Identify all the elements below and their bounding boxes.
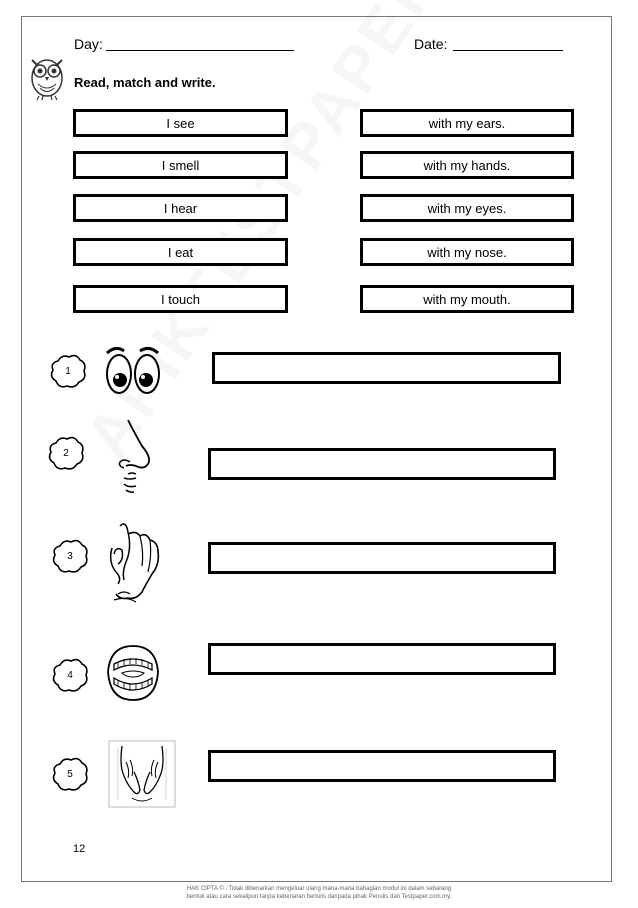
right-word-box[interactable]: with my ears.: [360, 109, 574, 137]
day-field[interactable]: [106, 50, 294, 51]
right-word-box[interactable]: with my hands.: [360, 151, 574, 179]
question-number-badge: [46, 433, 86, 473]
right-word-box[interactable]: with my eyes.: [360, 194, 574, 222]
footer-line-1: HAK CIPTA © : Tidak dibenarkan mengeluar ulang mana-mana bahagian modul ini dalam sebarang: [186, 886, 452, 892]
left-word-box[interactable]: I touch: [73, 285, 288, 313]
left-word-box[interactable]: I hear: [73, 194, 288, 222]
copyright-footer: [0, 885, 638, 901]
page-number: 12: [73, 843, 86, 855]
date-field[interactable]: [453, 50, 563, 51]
question-number: 5: [67, 768, 73, 780]
instruction-heading: Read, match and write.: [74, 75, 216, 90]
ear-icon: [106, 518, 164, 604]
date-label: Date:: [414, 36, 448, 52]
left-word-box[interactable]: I smell: [73, 151, 288, 179]
question-number-badge: [50, 754, 90, 794]
left-word-box[interactable]: I see: [73, 109, 288, 137]
right-word-box[interactable]: with my mouth.: [360, 285, 574, 313]
hands-icon: [108, 740, 176, 808]
question-number: 1: [65, 365, 71, 377]
answer-box-1[interactable]: [212, 352, 561, 384]
answer-box-5[interactable]: [208, 750, 556, 782]
eyes-icon: [102, 345, 164, 397]
question-number: 2: [63, 447, 69, 459]
answer-box-3[interactable]: [208, 542, 556, 574]
footer-line-2: bentuk atau cara sekalipun tanpa kebenaran bertulis daripada pihak Penulis dan Testpaper.com.my.: [186, 894, 452, 900]
question-number-badge: [48, 351, 88, 391]
question-number-badge: [50, 655, 90, 695]
left-word-box[interactable]: I eat: [73, 238, 288, 266]
owl-logo: [24, 50, 70, 102]
question-number-badge: [50, 536, 90, 576]
mouth-icon: [104, 642, 162, 704]
answer-box-4[interactable]: [208, 643, 556, 675]
question-number: 3: [67, 550, 73, 562]
day-label: Day:: [74, 36, 103, 52]
question-number: 4: [67, 669, 73, 681]
nose-icon: [112, 418, 162, 494]
answer-box-2[interactable]: [208, 448, 556, 480]
right-word-box[interactable]: with my nose.: [360, 238, 574, 266]
